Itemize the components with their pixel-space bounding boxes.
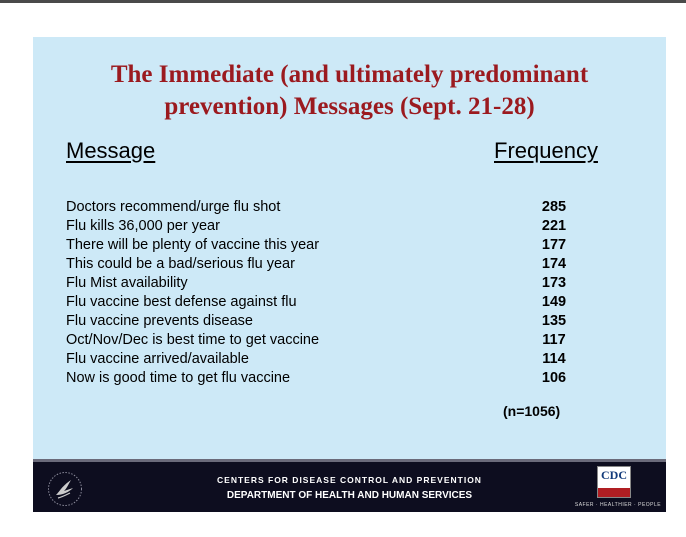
- message-text: Flu vaccine prevents disease: [66, 313, 253, 329]
- frequency-value: 135: [541, 313, 567, 329]
- message-text: Flu vaccine best defense against flu: [66, 294, 297, 310]
- message-text: Now is good time to get flu vaccine: [66, 370, 291, 386]
- cdc-name: CENTERS FOR DISEASE CONTROL AND PREVENTION: [217, 475, 482, 485]
- frequency-value: 221: [541, 218, 567, 234]
- frequency-value: 117: [542, 332, 566, 348]
- frequency-value: 174: [541, 256, 567, 272]
- list-item: [66, 293, 586, 312]
- cdc-logo-text: CDC: [601, 468, 627, 482]
- message-text: Flu Mist availability: [66, 275, 188, 291]
- list-item: [66, 236, 586, 255]
- frequency-value: 173: [541, 275, 567, 291]
- list-item: [66, 331, 586, 350]
- frequency-value: 106: [541, 370, 567, 386]
- message-text: Doctors recommend/urge flu shot: [66, 199, 281, 215]
- message-list: [66, 198, 586, 388]
- cdc-logo-bar: [598, 488, 630, 497]
- tagline: SAFER · HEALTHIER · PEOPLE: [574, 502, 662, 508]
- top-border: [0, 0, 686, 3]
- message-text: This could be a bad/serious flu year: [66, 256, 295, 272]
- sample-size-total: (n=1056): [503, 403, 561, 419]
- message-text: There will be plenty of vaccine this year: [66, 237, 320, 253]
- cdc-logo-icon: [597, 466, 631, 498]
- list-item: [66, 217, 586, 236]
- list-item: [66, 350, 586, 369]
- frequency-value: 149: [541, 294, 567, 310]
- list-item: [66, 369, 586, 388]
- slide: [33, 37, 666, 512]
- slide-title: [33, 59, 666, 123]
- message-column-header: Message: [66, 138, 156, 163]
- list-item: [66, 312, 586, 331]
- frequency-value: 114: [542, 351, 566, 367]
- message-text: Flu vaccine arrived/available: [66, 351, 249, 367]
- list-item: [66, 198, 586, 217]
- message-text: Flu kills 36,000 per year: [66, 218, 220, 234]
- footer-banner: [33, 459, 666, 512]
- footer-divider: [33, 459, 666, 462]
- frequency-column-header: Frequency: [494, 138, 598, 163]
- message-text: Oct/Nov/Dec is best time to get vaccine: [66, 332, 320, 348]
- list-item: [66, 255, 586, 274]
- slide-title-line-2: prevention) Messages (Sept. 21-28): [164, 93, 535, 120]
- frequency-value: 177: [541, 237, 567, 253]
- hhs-name: DEPARTMENT OF HEALTH AND HUMAN SERVICES: [226, 490, 473, 501]
- frequency-value: 285: [541, 199, 567, 215]
- slide-title-line-1: The Immediate (and ultimately predominant: [110, 61, 589, 88]
- list-item: [66, 274, 586, 293]
